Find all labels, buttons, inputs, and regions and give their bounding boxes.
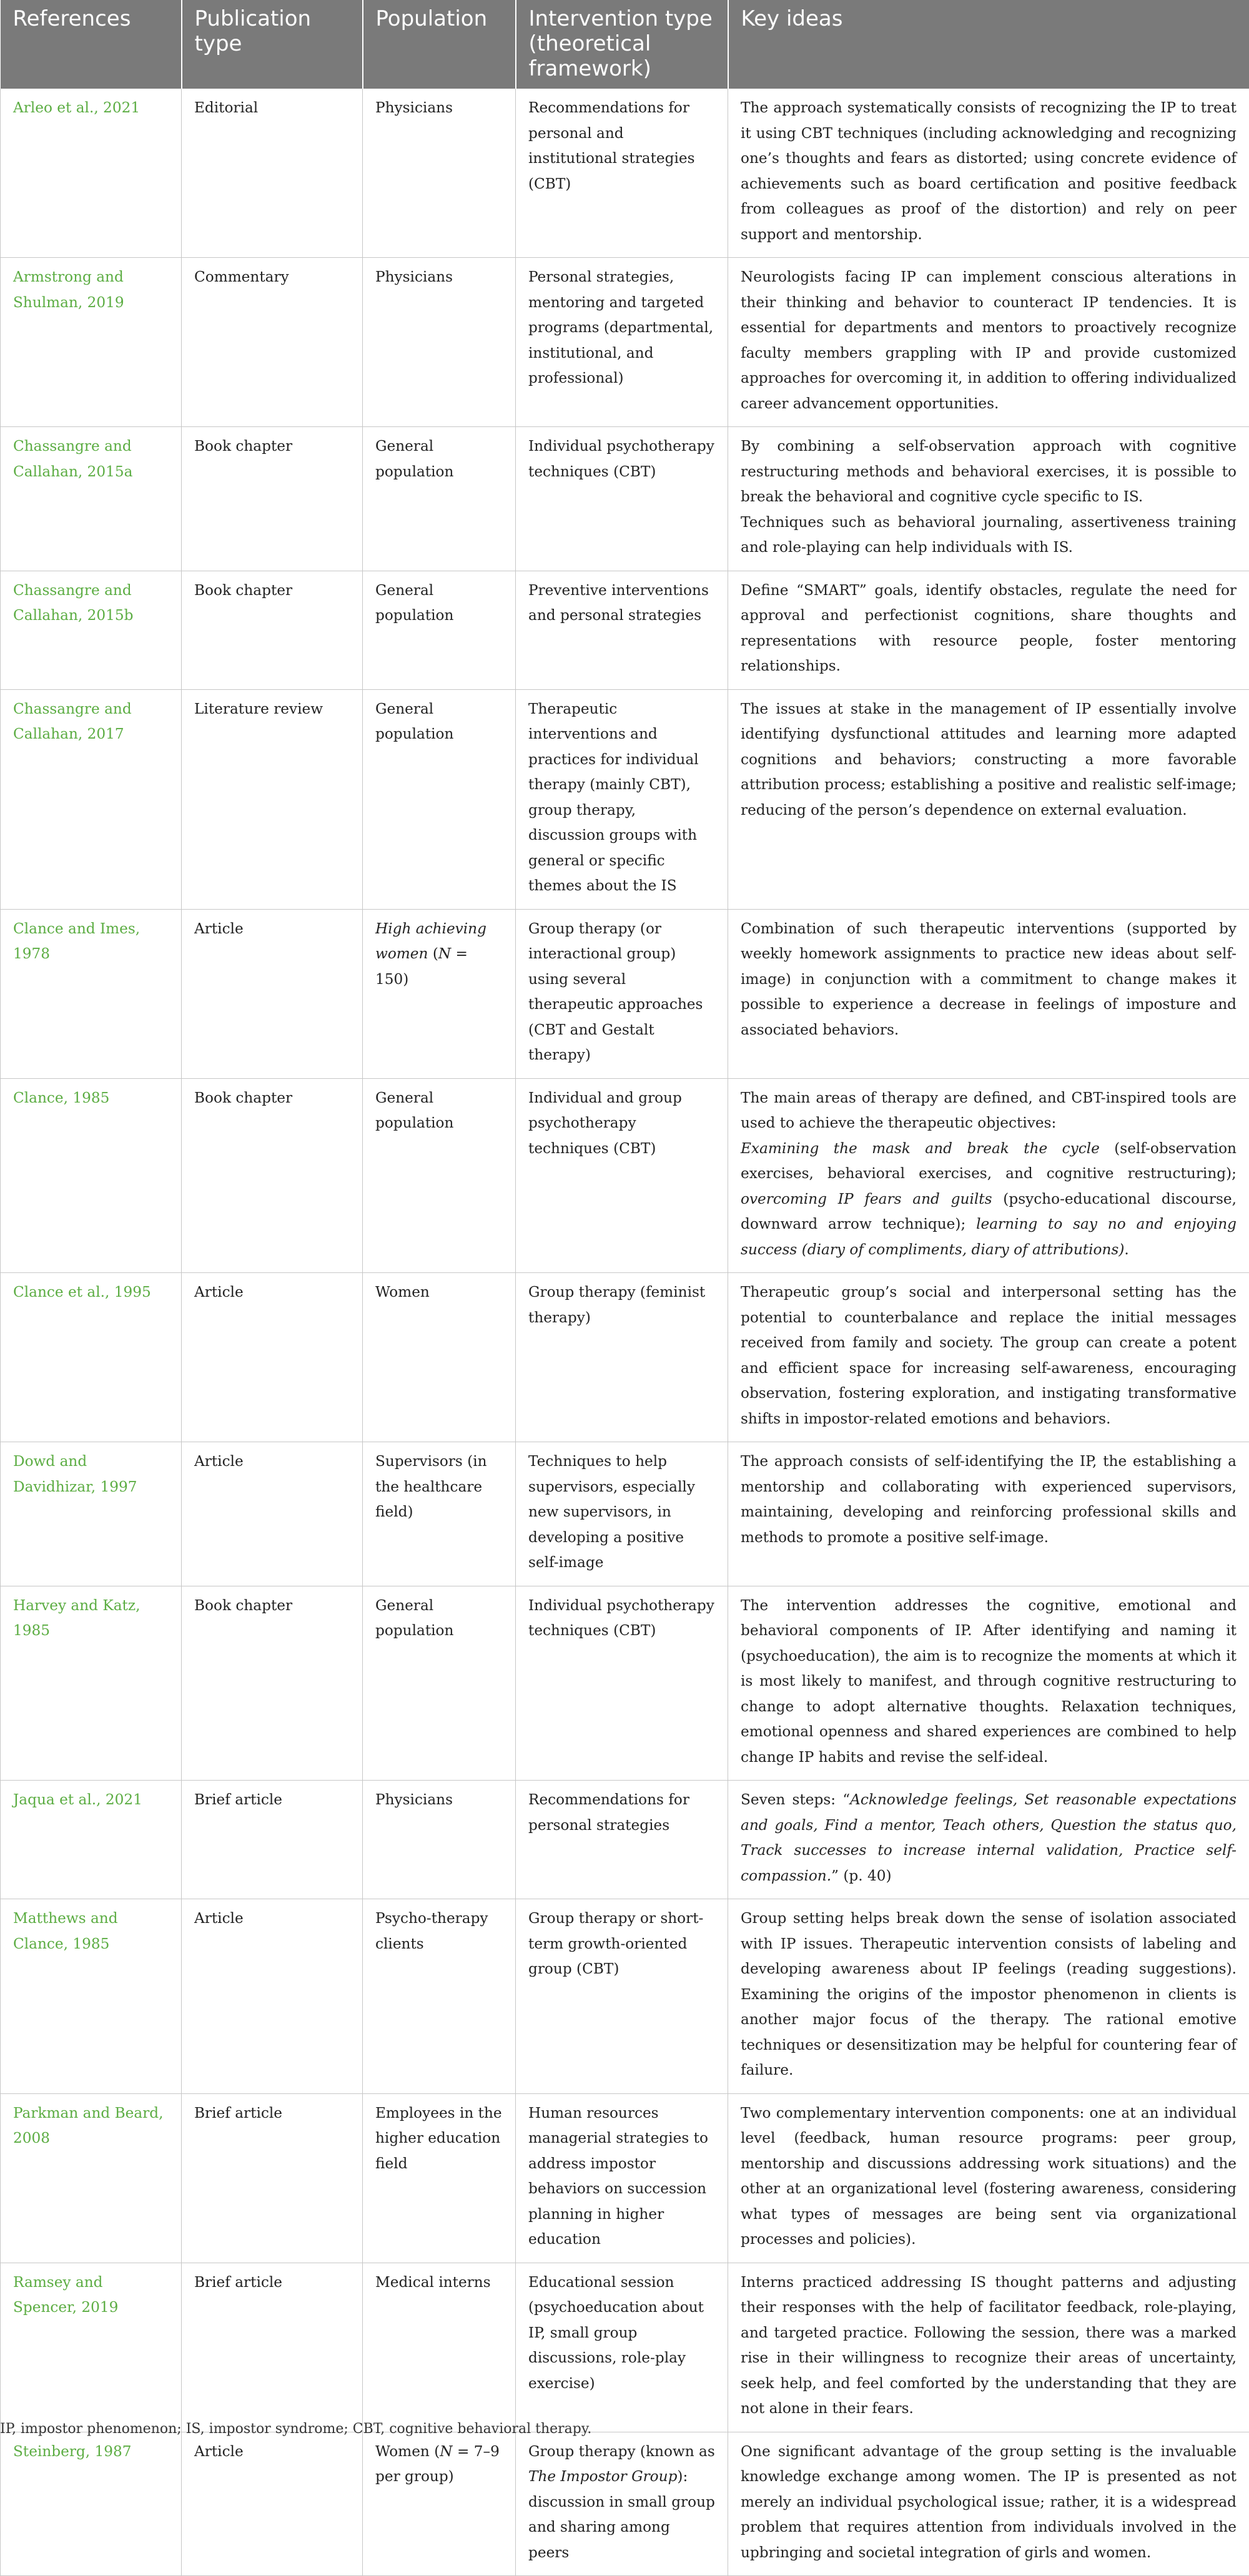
cell-publication-type: Commentary [182, 258, 363, 427]
cell-population: Women (N = 7–9 per group) [363, 2432, 516, 2576]
cell-reference [1, 427, 182, 571]
cell-population: General population [363, 571, 516, 689]
cell-reference [1, 1078, 182, 1273]
table-row [1, 258, 1249, 427]
cell-publication-type: Brief article [182, 1781, 363, 1899]
cell-publication-type: Brief article [182, 2263, 363, 2432]
cell-key-ideas: The approach systematically consists of recognizing the IP to treat it using CBT techniques (including acknowledging and recognizing one’s thoughts and fears as distorted; using concrete evidence of achievements such as board certification and positive feedback from colleagues as proof of the distortion) and rely on peer support and mentorship. [728, 89, 1249, 258]
column-header-references: References [1, 0, 182, 89]
cell-population: General population [363, 689, 516, 909]
cell-population: Physicians [363, 258, 516, 427]
reference-link[interactable]: Parkman and Beard, 2008 [13, 2105, 164, 2147]
cell-population: Medical interns [363, 2263, 516, 2432]
cell-population: Physicians [363, 89, 516, 258]
cell-publication-type: Brief article [182, 2093, 363, 2263]
cell-population: General population [363, 1586, 516, 1781]
cell-publication-type: Article [182, 1273, 363, 1442]
cell-intervention-type: Recommendations for personal strategies [516, 1781, 728, 1899]
cell-reference [1, 1442, 182, 1586]
reference-link[interactable]: Arleo et al., 2021 [13, 99, 140, 116]
table-row [1, 1899, 1249, 2094]
cell-key-ideas: Seven steps: “Acknowledge feelings, Set reasonable expectations and goals, Find a mentor, Teach others, Question the status quo, Track successes to increase internal validation, Practice self-compassion.” (p. 40) [728, 1781, 1249, 1899]
cell-intervention-type: Techniques to help supervisors, especially new supervisors, in developing a positive self-image [516, 1442, 728, 1586]
cell-intervention-type: Group therapy (feminist therapy) [516, 1273, 728, 1442]
table-row [1, 909, 1249, 1078]
cell-key-ideas: The main areas of therapy are defined, and CBT-inspired tools are used to achieve the therapeutic objectives: Examining the mask and break the cycle (self-observation exercises, behavioral exercises, and cognitive restructuring); overcoming IP fears and guilts (psycho-educational discourse, downward arrow technique); learning to say no and enjoying success (diary of compliments, diary of attributions). [728, 1078, 1249, 1273]
cell-publication-type: Book chapter [182, 571, 363, 689]
cell-reference [1, 1781, 182, 1899]
cell-key-ideas: Define “SMART” goals, identify obstacles, regulate the need for approval and perfectionist cognitions, share thoughts and representations with resource people, foster mentoring relationships. [728, 571, 1249, 689]
cell-reference [1, 909, 182, 1078]
table-row [1, 1586, 1249, 1781]
table-header [1, 0, 1249, 89]
table-row [1, 427, 1249, 571]
cell-intervention-type: Therapeutic interventions and practices for individual therapy (mainly CBT), group therapy, discussion groups with general or specific themes about the IS [516, 689, 728, 909]
cell-reference [1, 2263, 182, 2432]
table-body [1, 89, 1249, 2576]
column-header-population: Population [363, 0, 516, 89]
reference-link[interactable]: Dowd and Davidhizar, 1997 [13, 1453, 137, 1495]
cell-key-ideas: The approach consists of self-identifying the IP, the establishing a mentorship and collaborating with experienced supervisors, maintaining, developing and reinforcing professional skills and methods to promote a positive self-image. [728, 1442, 1249, 1586]
cell-intervention-type: Group therapy (or interactional group) using several therapeutic approaches (CBT and Gestalt therapy) [516, 909, 728, 1078]
cell-reference [1, 1273, 182, 1442]
reference-link[interactable]: Jaqua et al., 2021 [13, 1791, 142, 1808]
cell-intervention-type: Recommendations for personal and institutional strategies (CBT) [516, 89, 728, 258]
cell-publication-type: Article [182, 909, 363, 1078]
cell-publication-type: Book chapter [182, 1078, 363, 1273]
cell-intervention-type: Group therapy or short-term growth-oriented group (CBT) [516, 1899, 728, 2094]
column-header-publication-type: Publication type [182, 0, 363, 89]
cell-population: Physicians [363, 1781, 516, 1899]
cell-intervention-type: Educational session (psychoeducation about IP, small group discussions, role-play exercise) [516, 2263, 728, 2432]
cell-reference [1, 2432, 182, 2576]
cell-reference [1, 689, 182, 909]
cell-key-ideas: The issues at stake in the management of IP essentially involve identifying dysfunctional attitudes and learning more adapted cognitions and behaviors; constructing a more favorable attribution process; establishing a positive and realistic self-image; reducing of the person’s dependence on external evaluation. [728, 689, 1249, 909]
cell-intervention-type: Individual psychotherapy techniques (CBT) [516, 427, 728, 571]
reference-link[interactable]: Chassangre and Callahan, 2015b [13, 582, 134, 624]
cell-intervention-type: Individual psychotherapy techniques (CBT) [516, 1586, 728, 1781]
header-row [1, 0, 1249, 89]
reference-link[interactable]: Chassangre and Callahan, 2017 [13, 701, 132, 743]
table-row [1, 89, 1249, 258]
table-row [1, 1078, 1249, 1273]
cell-publication-type: Article [182, 1899, 363, 2094]
cell-intervention-type: Group therapy (known as The Impostor Group): discussion in small group and sharing among peers [516, 2432, 728, 2576]
cell-population: Psycho-therapy clients [363, 1899, 516, 2094]
cell-intervention-type: Personal strategies, mentoring and targeted programs (departmental, institutional, and professional) [516, 258, 728, 427]
cell-publication-type: Article [182, 1442, 363, 1586]
reference-link[interactable]: Steinberg, 1987 [13, 2443, 132, 2460]
cell-population: General population [363, 1078, 516, 1273]
reference-link[interactable]: Chassangre and Callahan, 2015a [13, 438, 133, 480]
column-header-key-ideas: Key ideas [728, 0, 1249, 89]
table-row [1, 2263, 1249, 2432]
table-row [1, 1781, 1249, 1899]
cell-intervention-type: Individual and group psychotherapy techniques (CBT) [516, 1078, 728, 1273]
reference-link[interactable]: Armstrong and Shulman, 2019 [13, 268, 124, 311]
cell-reference [1, 1586, 182, 1781]
cell-key-ideas: One significant advantage of the group setting is the invaluable knowledge exchange among women. The IP is presented as not merely an individual psychological issue; rather, it is a widespread problem that requires attention from individuals involved in the upbringing and societal integration of girls and women. [728, 2432, 1249, 2576]
cell-key-ideas: Therapeutic group’s social and interpersonal setting has the potential to counterbalance and replace the initial messages received from family and society. The group can create a potent and efficient space for increasing self-awareness, encouraging observation, fostering exploration, and instigating transformative shifts in impostor-related emotions and behaviors. [728, 1273, 1249, 1442]
cell-key-ideas: The intervention addresses the cognitive, emotional and behavioral components of IP. After identifying and naming it (psychoeducation), the aim is to recognize the moments at which it is most likely to manifest, and through cognitive restructuring to change to adopt alternative thoughts. Relaxation techniques, emotional openness and shared experiences are combined to help change IP habits and revise the self-ideal. [728, 1586, 1249, 1781]
reference-link[interactable]: Harvey and Katz, 1985 [13, 1597, 140, 1639]
cell-publication-type: Book chapter [182, 1586, 363, 1781]
cell-population: Women [363, 1273, 516, 1442]
cell-reference [1, 258, 182, 427]
cell-intervention-type: Preventive interventions and personal strategies [516, 571, 728, 689]
reference-link[interactable]: Clance et al., 1995 [13, 1284, 151, 1300]
cell-reference [1, 2093, 182, 2263]
cell-population: High achieving women (N = 150) [363, 909, 516, 1078]
reference-link[interactable]: Ramsey and Spencer, 2019 [13, 2274, 118, 2316]
cell-publication-type: Book chapter [182, 427, 363, 571]
cell-publication-type: Editorial [182, 89, 363, 258]
cell-population: Employees in the higher education field [363, 2093, 516, 2263]
cell-publication-type: Article [182, 2432, 363, 2576]
table-footnote: IP, impostor phenomenon; IS, impostor syndrome; CBT, cognitive behavioral therapy. [0, 2421, 591, 2437]
table-row [1, 689, 1249, 909]
cell-population: General population [363, 427, 516, 571]
table-row [1, 1442, 1249, 1586]
table-row [1, 571, 1249, 689]
cell-reference [1, 89, 182, 258]
cell-publication-type: Literature review [182, 689, 363, 909]
cell-key-ideas: Interns practiced addressing IS thought patterns and adjusting their responses with the help of facilitator feedback, role-playing, and targeted practice. Following the session, there was a marked rise in their willingness to recognize their areas of uncertainty, seek help, and feel comforted by the understanding that they are not alone in their fears. [728, 2263, 1249, 2432]
column-header-intervention-type: Intervention type (theoretical framework) [516, 0, 728, 89]
cell-key-ideas: Neurologists facing IP can implement conscious alterations in their thinking and behavior to counteract IP tendencies. It is essential for departments and mentors to proactively recognize faculty members grappling with IP and provide customized approaches for overcoming it, in addition to offering individualized career advancement opportunities. [728, 258, 1249, 427]
cell-reference [1, 571, 182, 689]
cell-reference [1, 1899, 182, 2094]
reference-link[interactable]: Matthews and Clance, 1985 [13, 1910, 118, 1952]
cell-key-ideas: Two complementary intervention components: one at an individual level (feedback, human resource programs: peer group, mentorship and discussions addressing work situations) and the other at an organizational level (fostering awareness, considering what types of messages are being sent via organizational processes and policies). [728, 2093, 1249, 2263]
cell-key-ideas: Group setting helps break down the sense of isolation associated with IP issues. Therapeutic intervention consists of labeling and developing awareness about IP feelings (reading suggestions). Examining the origins of the impostor phenomenon in clients is another major focus of the therapy. The rational emotive techniques or desensitization may be helpful for countering fear of failure. [728, 1899, 1249, 2094]
table-row [1, 2093, 1249, 2263]
cell-intervention-type: Human resources managerial strategies to address impostor behaviors on succession planning in higher education [516, 2093, 728, 2263]
cell-population: Supervisors (in the healthcare field) [363, 1442, 516, 1586]
cell-key-ideas: By combining a self-observation approach with cognitive restructuring methods and behavioral exercises, it is possible to break the behavioral and cognitive cycle specific to IS. Techniques such as behavioral journaling, assertiveness training and role-playing can help individuals with IS. [728, 427, 1249, 571]
reference-link[interactable]: Clance and Imes, 1978 [13, 920, 140, 963]
cell-key-ideas: Combination of such therapeutic interventions (supported by weekly homework assignments to practice new ideas about self-image) in conjunction with a commitment to change makes it possible to experience a decrease in feelings of imposture and associated behaviors. [728, 909, 1249, 1078]
reference-link[interactable]: Clance, 1985 [13, 1089, 109, 1106]
table-row [1, 2432, 1249, 2576]
table-row [1, 1273, 1249, 1442]
